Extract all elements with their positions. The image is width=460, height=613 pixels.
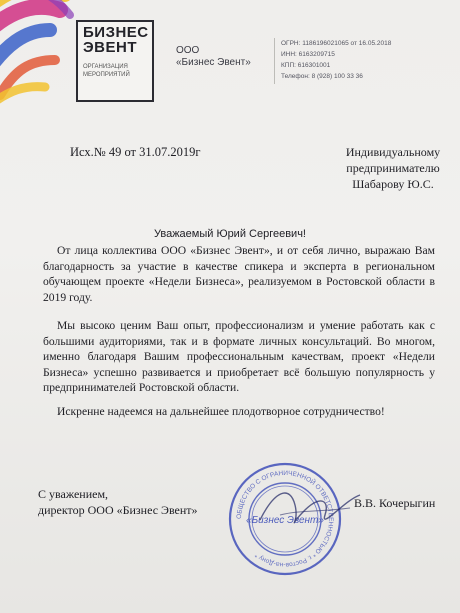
- stamp-center-text: «Бизнес Эвент»: [246, 515, 324, 526]
- company-requisites: [281, 38, 456, 82]
- logo-line3: ОРГАНИЗАЦИЯ: [83, 64, 128, 70]
- requisite-ogrn: ОГРН: 1186196021065 от 16.05.2018: [281, 40, 392, 47]
- logo-line4: МЕРОПРИЯТИЙ: [83, 72, 130, 78]
- recipient-block: [328, 144, 458, 192]
- outgoing-number: Исх.№ 49 от 31.07.2019г: [70, 145, 201, 159]
- logo-line1: БИЗНЕС: [83, 24, 149, 41]
- company-name-line2: «Бизнес Эвент»: [176, 57, 251, 68]
- requisite-phone: Телефон: 8 (928) 100 33 36: [281, 73, 363, 80]
- signer-name: В.В. Кочерыгин: [354, 496, 436, 510]
- recipient-line1: Индивидуальному: [345, 145, 441, 159]
- requisite-inn: ИНН: 6163209715: [281, 51, 335, 58]
- logo-line2: ЭВЕНТ: [83, 39, 138, 56]
- requisite-kpp: КПП: 616301001: [281, 62, 331, 69]
- handwritten-signature: [250, 470, 370, 550]
- recipient-line3: Шабарову Ю.С.: [352, 177, 434, 191]
- header-divider: [274, 38, 275, 84]
- company-name-line1: ООО: [176, 45, 200, 56]
- recipient-line2: предпринимателю: [346, 161, 440, 175]
- body-paragraph-2: Мы высоко ценим Ваш опыт, профессионализм и умение работать как с большими аудиториями, так и в формате личных консультаций. Во многом, именно благодаря Вашим профессиональным качествам, проект «Недели Бизнеса» успешно развивается и приобретает всё большую популярность у предпринимателей Ростовской области.: [43, 319, 435, 394]
- closing-block: [38, 486, 198, 518]
- greeting: Уважаемый Юрий Сергеевич!: [153, 228, 306, 240]
- closing-line2: директор ООО «Бизнес Эвент»: [38, 503, 198, 517]
- body-paragraph-1: От лица коллектива ООО «Бизнес Эвент», и от себя лично, выражаю Вам благодарность за участие в качестве спикера и эксперта в региональном обучающем проекте «Недели Бизнеса», реализуемом в Ростовской области в 2019 году.: [43, 244, 435, 304]
- company-logo: [76, 20, 154, 102]
- body-paragraph-3: Искренне надеемся на дальнейшее плодотворное сотрудничество!: [57, 405, 385, 418]
- stamp-ring-text: ОБЩЕСТВО С ОГРАНИЧЕННОЙ ОТВЕТСТВЕННОСТЬЮ * г. Ростов-на-Дону *: [235, 469, 335, 569]
- company-name: [176, 45, 276, 69]
- closing-line1: С уважением,: [38, 487, 109, 501]
